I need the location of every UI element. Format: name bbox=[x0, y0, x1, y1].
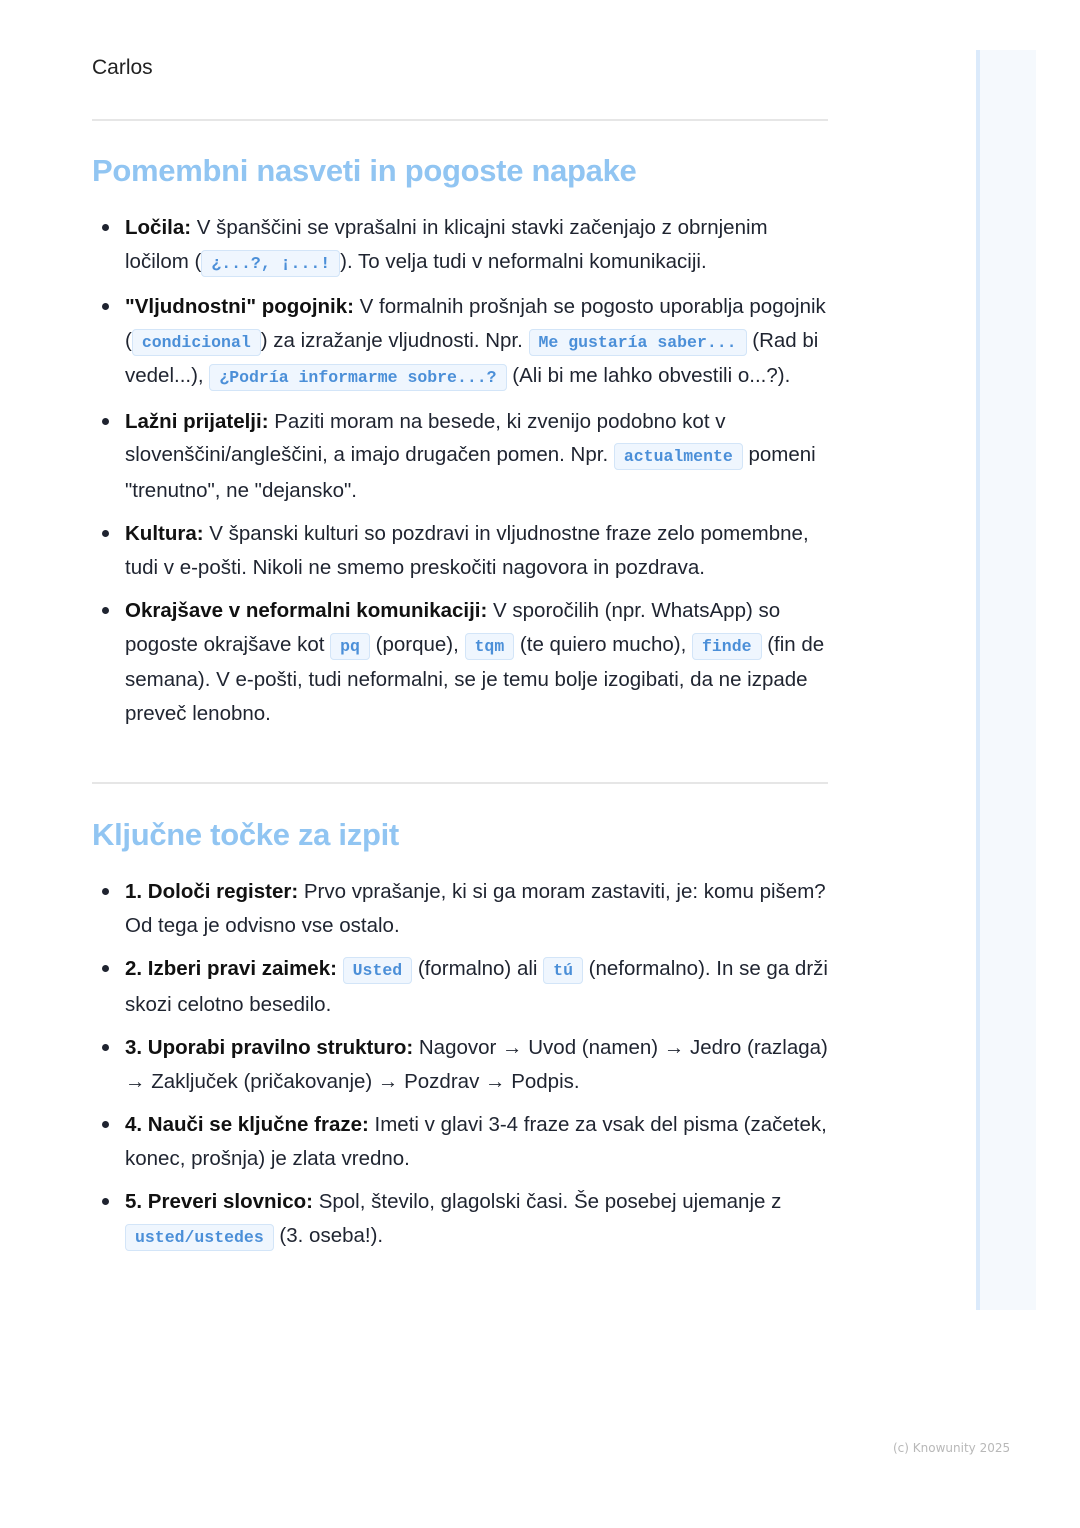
code-snippet: usted/ustedes bbox=[125, 1224, 274, 1251]
list-item: 5. Preveri slovnico: Spol, število, glagolski časi. Še posebej ujemanje z usted/ustedes (3. oseba!). bbox=[92, 1185, 828, 1254]
list-item: Lažni prijatelji: Paziti moram na besede, ki zvenijo podobno kot v slovenščini/angleščini, a imajo drugačen pomen. Npr. actualmente pomeni "trenutno", ne "dejansko". bbox=[92, 405, 828, 508]
code-snippet: pq bbox=[330, 633, 370, 660]
author-name: Carlos bbox=[92, 56, 153, 79]
list-item: 1. Določi register: Prvo vprašanje, ki si ga moram zastaviti, je: komu pišem? Od tega je odvisno vse ostalo. bbox=[92, 875, 828, 942]
divider bbox=[92, 119, 828, 121]
side-panel bbox=[976, 50, 1036, 1310]
section-title-tips: Pomembni nasveti in pogoste napake bbox=[92, 153, 637, 188]
list-item: 3. Uporabi pravilno strukturo: Nagovor → Uvod (namen) → Jedro (razlaga) → Zaključek (pričakovanje) → Pozdrav → Podpis. bbox=[92, 1031, 828, 1098]
list-item: 4. Nauči se ključne fraze: Imeti v glavi 3-4 fraze za vsak del pisma (začetek, konec, prošnja) je zlata vredno. bbox=[92, 1108, 828, 1175]
code-snippet: Me gustaría saber... bbox=[529, 329, 747, 356]
code-snippet: ¿...?, ¡...! bbox=[201, 250, 340, 277]
section-title-exam: Ključne točke za izpit bbox=[92, 817, 399, 852]
tips-list bbox=[92, 211, 828, 740]
code-snippet: ¿Podría informarme sobre...? bbox=[209, 364, 506, 391]
code-snippet: tqm bbox=[465, 633, 515, 660]
list-item: Okrajšave v neformalni komunikaciji: V sporočilih (npr. WhatsApp) so pogoste okrajšave kot pq (porque), tqm (te quiero mucho), finde (fin de semana). V e-pošti, tudi neformalni, se je temu bolje izogibati, da ne izpade preveč lenobno. bbox=[92, 594, 828, 730]
exam-list bbox=[92, 875, 828, 1264]
list-item: Kultura: V španski kulturi so pozdravi in vljudnostne fraze zelo pomembne, tudi v e-pošti. Nikoli ne smemo preskočiti nagovora in pozdrava. bbox=[92, 517, 828, 584]
code-snippet: finde bbox=[692, 633, 762, 660]
list-item: 2. Izberi pravi zaimek: Usted (formalno) ali tú (neformalno). In se ga drži skozi celotno besedilo. bbox=[92, 952, 828, 1021]
code-snippet: Usted bbox=[343, 957, 413, 984]
code-snippet: condicional bbox=[132, 329, 261, 356]
list-item: Ločila: V španščini se vprašalni in klicajni stavki začenjajo z obrnjenim ločilom ( ¿...?, ¡...! ). To velja tudi v neformalni komunikaciji. bbox=[92, 211, 828, 280]
code-snippet: tú bbox=[543, 957, 583, 984]
divider bbox=[92, 782, 828, 784]
code-snippet: actualmente bbox=[614, 443, 743, 470]
list-item: "Vljudnostni" pogojnik: V formalnih prošnjah se pogosto uporablja pogojnik ( condicional ) za izražanje vljudnosti. Npr. Me gustaría saber... (Rad bi vedel...), ¿Podría informarme sobre...? (Ali bi me lahko obvestili o...?). bbox=[92, 290, 828, 395]
copyright-footer: (c) Knowunity 2025 bbox=[893, 1441, 1011, 1455]
